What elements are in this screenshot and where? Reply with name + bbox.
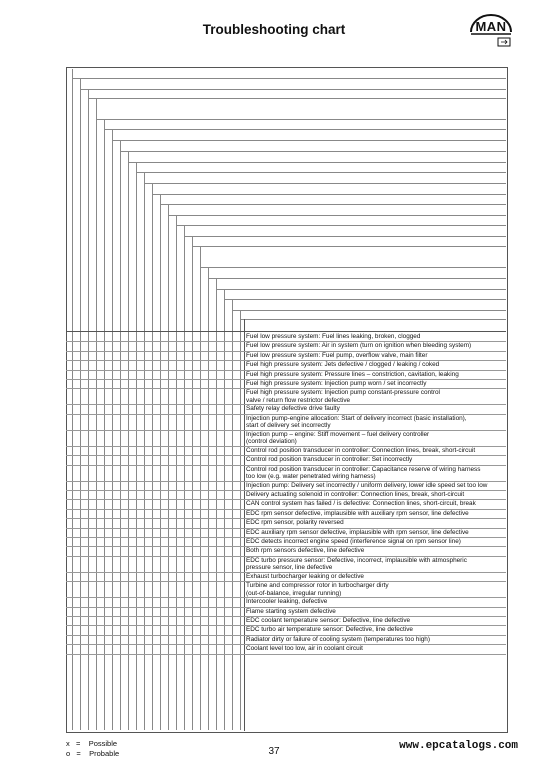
cause-line: EDC turbo pressure sensor: Defective, incorrect, implausible with atmospheric [246,556,467,564]
cause-line-2: start of delivery set incorrectly [246,422,331,430]
cause-text [246,538,504,546]
cause-line: Delivery actuating solenoid in controller: Connection lines, break, short-circuit [246,491,465,498]
causes-header-rule [66,331,506,332]
row-rule [66,654,506,655]
cause-line: Fuel low pressure system: Air in system (turn on ignition when bleeding system) [246,342,472,350]
cause-text [246,547,504,555]
possible-causes-header [244,320,506,331]
cause-line: Flame starting system defective [246,607,336,615]
cause-line: Intercooler leaking, defective [246,598,328,606]
cause-text [246,456,504,464]
symptom-rule [112,140,506,141]
cause-text [246,380,504,388]
symptom-rule [224,299,506,300]
cause-text [246,447,504,455]
column-line [152,183,153,730]
cause-text [246,415,504,430]
symptom-rule [176,225,506,226]
column-line [72,69,73,730]
cause-line: EDC detects incorrect engine speed (interference signal on rpm sensor line) [246,538,461,545]
column-line [192,236,193,730]
cause-text [246,617,504,625]
cause-line: Fuel high pressure system: Injection pump worn / set incorrectly [246,380,427,387]
cause-line: Fuel high pressure system: Injection pump constant-pressure control [246,389,440,397]
cause-text [246,608,504,616]
cause-text [246,361,504,369]
symptom-rule [88,98,506,99]
cause-text [246,510,504,518]
cause-line: EDC turbo air temperature sensor: Defective, line defective [246,626,413,634]
symptom-rule [200,267,506,268]
cause-line: Injection pump-engine allocation: Start of delivery incorrect (basic installation), [246,414,467,422]
causes-divider [244,319,245,731]
cause-line: Control rod position transducer in controller: Capacitance reserve of wiring harness [246,465,481,473]
symptom-rule [80,89,506,90]
symptom-rule [160,204,506,205]
symptom-rule [168,215,506,216]
cause-line: EDC rpm sensor, polarity reversed [246,519,344,527]
cause-text [246,573,504,581]
cause-text [246,500,504,508]
cause-line-2: too low (e.g. water penetrated wiring harness) [246,473,376,480]
cause-line: Injection pump: Delivery set incorrectly / uniform delivery, lower idle speed set too low [246,481,488,489]
symptom-rule [72,78,506,79]
cause-text [246,491,504,499]
cause-text [246,466,504,481]
symptom-rule [232,310,506,311]
website-watermark: www.epcatalogs.com [399,740,518,752]
symptom-rule [104,129,506,130]
legend-probable: o = Probable [66,749,120,758]
symptom-rule [216,289,506,290]
cause-line: Radiator dirty or failure of cooling system (temperatures too high) [246,635,430,643]
cause-text [246,582,504,597]
symptom-rule [208,278,506,279]
cause-text [246,352,504,360]
cause-line: Control rod position transducer in controller: Set incorrectly [246,456,413,464]
cause-text [246,598,504,606]
cause-line: Coolant level too low, air in coolant circuit [246,645,363,653]
cause-text [246,342,504,350]
cause-line: Exhaust turbocharger leaking or defective [246,572,364,580]
column-line [216,278,217,730]
page-title: Troubleshooting chart [202,22,346,37]
man-logo [468,14,514,52]
cause-text [246,557,504,572]
cause-text [246,529,504,537]
cause-line: Both rpm sensors defective, line defective [246,547,365,555]
page-number: 37 [268,746,280,757]
cause-text [246,636,504,644]
cause-line: EDC rpm sensor defective, implausible with auxiliary rpm sensor, line defective [246,509,469,517]
cause-text [246,389,504,404]
symptom-rule [128,162,506,163]
column-line [128,151,129,730]
cause-line: EDC coolant temperature sensor: Defective, line defective [246,617,411,624]
symptom-rule [136,172,506,173]
cause-line: Injection pump – engine: Stiff movement – fuel delivery controller [246,430,430,438]
column-line [144,172,145,730]
column-line [168,204,169,730]
cause-line: EDC auxiliary rpm sensor defective, implausible with rpm sensor, line defective [246,528,469,536]
cause-text [246,431,504,446]
column-line [104,119,105,730]
column-line [120,140,121,730]
column-line [232,299,233,730]
cause-line: Fuel low pressure system: Fuel pump, overflow valve, main filter [246,351,428,359]
cause-line: Fuel high pressure system: Jets defective / clogged / leaking / coked [246,361,440,369]
cause-text [246,405,504,413]
cause-line: Safety relay defective drive faulty [246,405,340,413]
cause-line: CAN control system has failed / is defective: Connection lines, short-circuit, break [246,500,476,508]
symptom-rule [192,246,506,247]
symptom-rule [152,194,506,195]
legend-possible: x = Possible [66,739,118,748]
cause-text [246,482,504,490]
column-line [200,246,201,730]
cause-line: Fuel low pressure system: Fuel lines leaking, broken, clogged [246,333,421,340]
cause-line-2: pressure sensor, line defective [246,564,333,572]
column-line [240,310,241,730]
symptom-rule [144,183,506,184]
cause-text [246,333,504,341]
cause-text [246,371,504,379]
cause-line: Fuel high pressure system: Pressure lines – constriction, cavitation, leaking [246,370,459,378]
brand-text: MAN [475,19,507,34]
symptom-rule [120,151,506,152]
cause-line-2: (out-of-balance, irregular running) [246,589,342,597]
cause-line-2: (control deviation) [246,438,297,446]
symptom-rule [96,119,506,120]
symptom-rule [184,236,506,237]
cause-line-2: valve / return flow restrictor defective [246,396,351,404]
cause-text [246,645,504,653]
cause-text [246,626,504,634]
cause-text [246,519,504,527]
cause-line: Turbine and compressor rotor in turbocharger dirty [246,582,389,590]
cause-line: Control rod position transducer in controller: Connection lines, break, short-circuit [246,446,476,454]
column-line [160,194,161,730]
